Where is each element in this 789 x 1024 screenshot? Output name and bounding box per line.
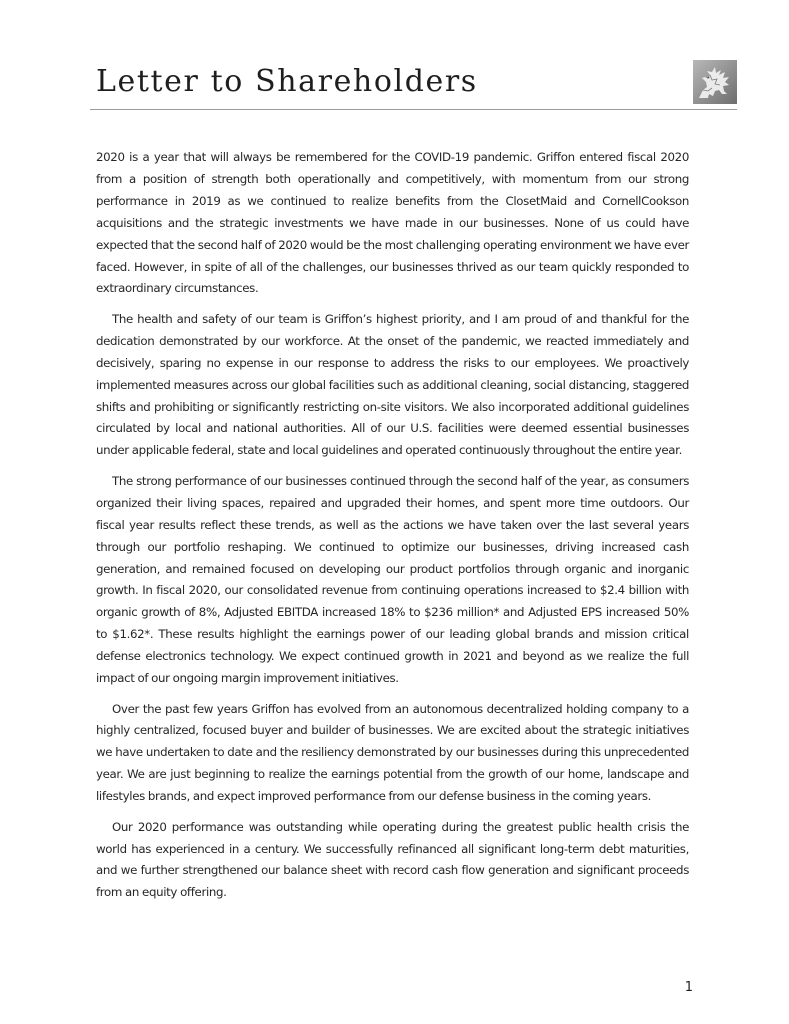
page-title: Letter to Shareholders (96, 64, 478, 99)
header-divider (90, 109, 737, 110)
letter-paragraph: The strong performance of our businesses continued through the second half of the year, as consumers organized their living spaces, repaired and upgraded their homes, and spent more time outdoors. Our fiscal year results reflect these trends, as well as the actions we have taken over the last several years through our portfolio reshaping. We continued to optimize our businesses, driving increased cash generation, and remained focused on developing our product portfolios through organic and inorganic growth. In fiscal 2020, our consolidated revenue from continuing operations increased to $2.4 billion with organic growth of 8%, Adjusted EBITDA increased 18% to $236 million* and Adjusted EPS increased 50% to $1.62*. These results highlight the earnings power of our leading global brands and mission critical defense electronics technology. We expect continued growth in 2021 and beyond as we realize the full impact of our ongoing margin improvement initiatives. (96, 473, 689, 686)
letter-paragraph: The health and safety of our team is Griffon’s highest priority, and I am proud of and thankful for the dedication demonstrated by our workforce. At the onset of the pandemic, we reacted immediately and decisively, sparing no expense in our response to address the risks to our employees. We proactively implemented measures across our global facilities such as additional cleaning, social distancing, staggered shifts and prohibiting or significantly restricting on-site visitors. We also incorporated additional guidelines circulated by local and national authorities. All of our U.S. facilities were deemed essential businesses under applicable federal, state and local guidelines and operated continuously throughout the entire year. (96, 311, 689, 458)
letter-body (96, 147, 689, 913)
letter-paragraph: Our 2020 performance was outstanding while operating during the greatest public health crisis the world has experienced in a century. We successfully refinanced all significant long-term debt maturities, and we further strengthened our balance sheet with record cash flow generation and significant proceeds from an equity offering. (96, 819, 689, 900)
letter-paragraph: Over the past few years Griffon has evolved from an autonomous decentralized holding company to a highly centralized, focused buyer and builder of businesses. We are excited about the strategic initiatives we have undertaken to date and the resiliency demonstrated by our businesses during this unprecedented year. We are just beginning to realize the earnings potential from the growth of our home, landscape and lifestyles brands, and expect improved performance from our defense business in the coming years. (96, 701, 689, 804)
letter-paragraph: 2020 is a year that will always be remembered for the COVID-19 pandemic. Griffon entered fiscal 2020 from a position of strength both operationally and competitively, with momentum from our strong performance in 2019 as we continued to realize benefits from the ClosetMaid and CornellCookson acquisitions and the strategic investments we have made in our businesses. None of us could have expected that the second half of 2020 would be the most challenging operating environment we have ever faced. However, in spite of all of the challenges, our businesses thrived as our team quickly responded to extraordinary circumstances. (96, 150, 689, 296)
griffin-logo-icon (693, 60, 737, 104)
page-number: 1 (684, 980, 693, 995)
